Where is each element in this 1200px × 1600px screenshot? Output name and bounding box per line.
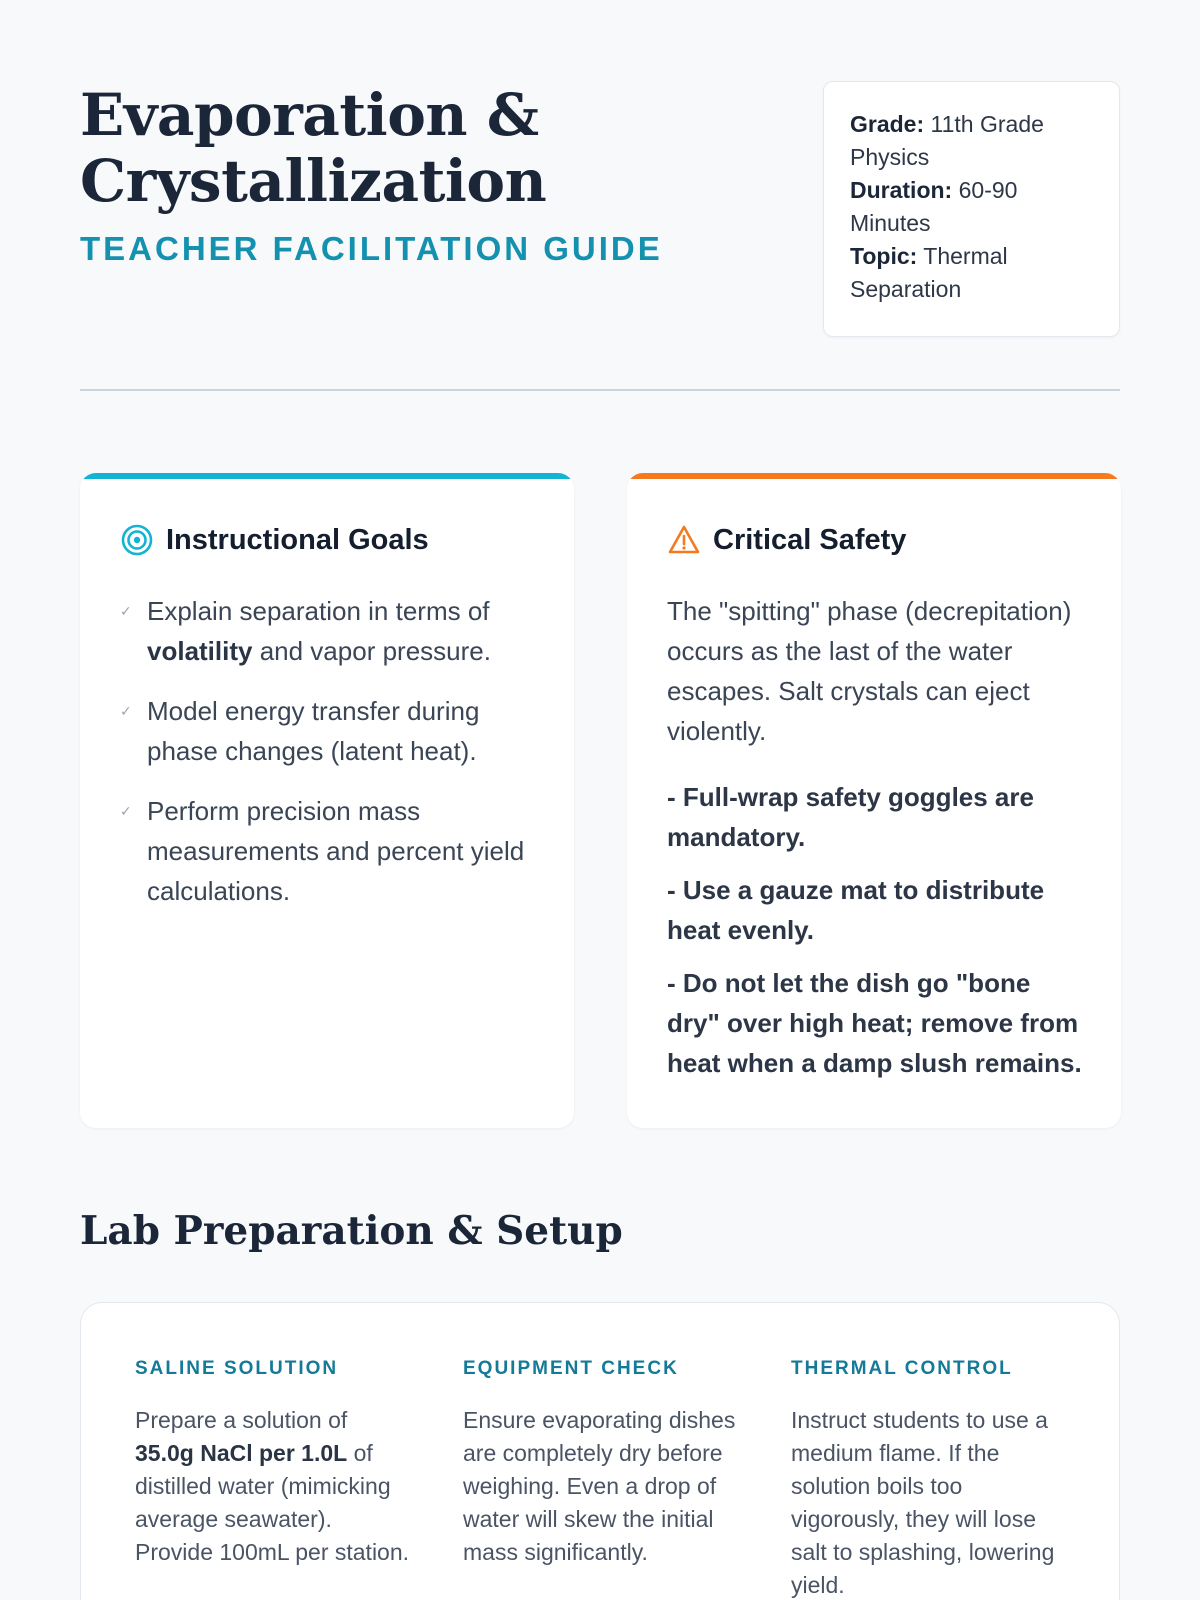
prep-col-equipment	[463, 1358, 738, 1569]
target-icon	[120, 523, 154, 557]
warning-triangle-icon	[667, 523, 701, 557]
prep-col-heading: THERMAL CONTROL	[791, 1358, 1013, 1379]
meta-topic-value: Thermal Separation	[850, 243, 1008, 302]
prep-col-heading: EQUIPMENT CHECK	[463, 1358, 679, 1379]
goal-item	[120, 691, 540, 771]
prep-col-text: Ensure evaporating dishes are completely dry before weighing. Even a drop of water will skew the initial mass significantly.	[463, 1407, 736, 1565]
goals-title: Instructional Goals	[166, 523, 429, 556]
check-icon: ✓	[120, 803, 132, 819]
meta-duration-value: 60-90 Minutes	[850, 177, 1018, 236]
meta-grade	[850, 108, 1093, 174]
prep-text-start: Prepare a solution of	[135, 1407, 348, 1433]
goals-header	[120, 523, 429, 557]
header-divider	[80, 389, 1120, 391]
meta-topic	[850, 240, 1093, 306]
lesson-meta-card	[823, 81, 1120, 337]
lab-prep-title: Lab Preparation & Setup	[80, 1208, 623, 1254]
goals-accent-bar	[80, 473, 574, 479]
safety-rule-dry: - Do not let the dish go "bone dry" over high heat; remove from heat when a damp slush remains.	[667, 968, 1082, 1078]
meta-duration-label: Duration:	[850, 177, 953, 203]
prep-col-thermal	[791, 1358, 1066, 1600]
safety-body	[667, 591, 1087, 1096]
prep-col-saline	[135, 1358, 410, 1569]
goal-item-text: Perform precision mass measurements and percent yield calculations.	[147, 796, 525, 906]
header	[80, 0, 1120, 390]
prep-text-emphasis: 35.0g NaCl per 1.0L	[135, 1440, 348, 1466]
safety-rule-goggles: - Full-wrap safety goggles are mandatory.	[667, 782, 1034, 852]
goal-item-text-end: and vapor pressure.	[252, 636, 491, 666]
safety-rule-gauze: - Use a gauze mat to distribute heat evenly.	[667, 875, 1045, 945]
lab-prep-card	[80, 1302, 1120, 1600]
meta-grade-label: Grade:	[850, 111, 925, 137]
meta-topic-label: Topic:	[850, 243, 918, 269]
prep-text-end: of distilled water (mimicking average seawater). Provide 100mL per station.	[135, 1440, 410, 1565]
page-title: Evaporation & Crystallization	[80, 81, 547, 215]
prep-col-heading: SALINE SOLUTION	[135, 1358, 339, 1379]
safety-intro: The "spitting" phase (decrepitation) occurs as the last of the water escapes. Salt crystals can eject violently.	[667, 596, 1072, 746]
goal-item-text: Explain separation in terms of	[147, 596, 490, 626]
goal-item-emphasis: volatility	[147, 636, 253, 666]
prep-col-text	[135, 1404, 410, 1569]
check-icon: ✓	[120, 703, 132, 719]
goals-list	[120, 591, 540, 931]
goal-item	[120, 591, 540, 671]
prep-col-text: Instruct students to use a medium flame. If the solution boils too vigorously, they will lose salt to splashing, lowering yield.	[791, 1407, 1055, 1598]
page	[80, 0, 1120, 1598]
goal-item-text: Model energy transfer during phase changes (latent heat).	[147, 696, 480, 766]
meta-grade-value: 11th Grade Physics	[850, 111, 1044, 170]
page-subtitle: TEACHER FACILITATION GUIDE	[80, 230, 663, 267]
safety-title: Critical Safety	[713, 523, 907, 556]
goal-item	[120, 791, 540, 911]
check-icon: ✓	[120, 603, 132, 619]
safety-accent-bar	[627, 473, 1121, 479]
safety-header	[667, 523, 906, 557]
meta-duration	[850, 174, 1093, 240]
instructional-goals-card	[80, 473, 574, 1128]
critical-safety-card	[627, 473, 1121, 1128]
